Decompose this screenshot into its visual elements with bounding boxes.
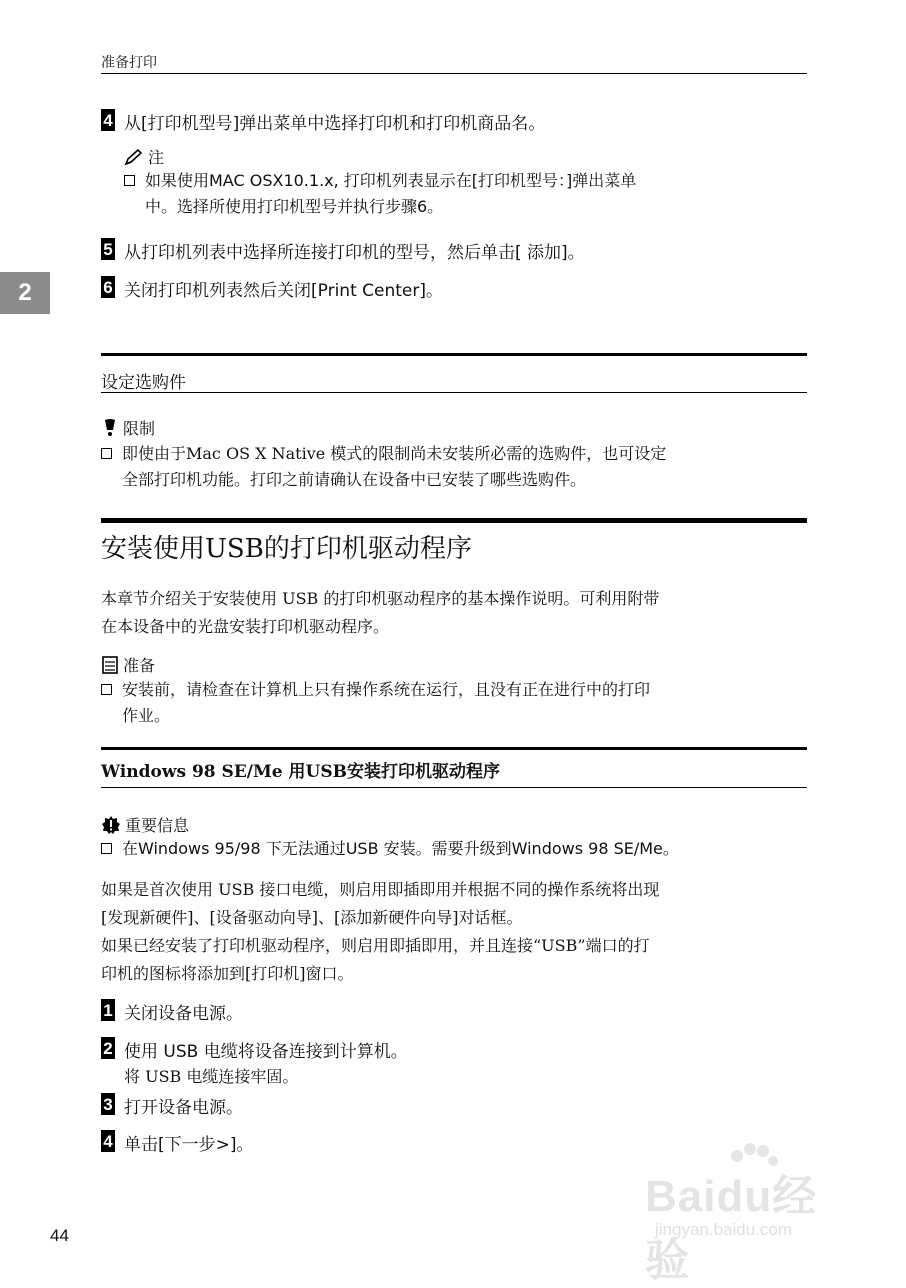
note-item bbox=[124, 168, 636, 220]
chapter-tab: 2 bbox=[0, 272, 50, 314]
prep-label: 准备 bbox=[123, 656, 156, 675]
step-badge: 4 bbox=[101, 109, 115, 131]
step-badge: 5 bbox=[101, 238, 115, 260]
running-header: 准备打印 bbox=[101, 55, 157, 71]
page-title: 安装使用USB的打印机驱动程序 bbox=[101, 534, 472, 564]
step-text: 使用 USB 电缆将设备连接到计算机。 bbox=[124, 1042, 408, 1062]
step-badge: 2 bbox=[101, 1037, 115, 1059]
intro-line: 本章节介绍关于安装使用 USB 的打印机驱动程序的基本操作说明。可利用附带 bbox=[101, 589, 660, 608]
important-text: 在Windows 95/98 下无法通过USB 安装。需要升级到Windows 98 SE/Me。 bbox=[122, 839, 679, 858]
step-badge: 1 bbox=[101, 999, 115, 1021]
important-label: 重要信息 bbox=[125, 816, 190, 835]
watermark-logo: Baidu经验 bbox=[645, 1172, 818, 1285]
section-rule bbox=[101, 747, 807, 750]
section-rule bbox=[101, 787, 807, 788]
step-text: 关闭打印机列表然后关闭[Print Center]。 bbox=[124, 281, 443, 301]
checkbox-bullet-icon bbox=[101, 684, 112, 695]
checkbox-bullet-icon bbox=[124, 175, 135, 186]
watermark bbox=[645, 1142, 860, 1285]
limit-line: 全部打印机功能。打印之前请确认在设备中已安装了哪些选购件。 bbox=[122, 470, 587, 489]
limit-item bbox=[101, 441, 666, 493]
para-line: 如果是首次使用 USB 接口电缆，则启用即插即用并根据不同的操作系统将出现 bbox=[101, 880, 660, 899]
pin-icon bbox=[101, 418, 119, 438]
intro-line: 在本设备中的光盘安装打印机驱动程序。 bbox=[101, 617, 390, 636]
note-label: 注 bbox=[148, 148, 165, 167]
section-title: 设定选购件 bbox=[101, 373, 186, 393]
step-text: 单击[下一步>]。 bbox=[124, 1135, 254, 1155]
step-text: 从打印机列表中选择所连接打印机的型号，然后单击[ 添加]。 bbox=[124, 243, 585, 263]
note-line: 如果使用MAC OSX10.1.x, 打印机列表显示在[打印机型号：]弹出菜单 bbox=[145, 171, 637, 190]
plug-play-paragraph bbox=[101, 876, 811, 988]
chapter-rule bbox=[101, 518, 807, 523]
important-heading bbox=[101, 813, 189, 836]
header-rule bbox=[101, 73, 807, 74]
limit-label: 限制 bbox=[123, 419, 156, 438]
watermark-url: jingyan.baidu.com bbox=[655, 1220, 793, 1239]
para-line: 如果已经安装了打印机驱动程序，则启用即插即用，并且连接“USB”端口的打 bbox=[101, 936, 650, 955]
para-line: [发现新硬件]、[设备驱动向导]、[添加新硬件向导]对话框。 bbox=[101, 908, 523, 927]
section-rule bbox=[101, 353, 807, 356]
important-item bbox=[101, 836, 679, 862]
limit-heading bbox=[101, 416, 155, 439]
intro-paragraph bbox=[101, 585, 811, 641]
notebook-icon bbox=[101, 655, 119, 675]
step-text: 打开设备电源。 bbox=[124, 1098, 243, 1118]
step-text: 从[打印机型号]弹出菜单中选择打印机和打印机商品名。 bbox=[124, 114, 546, 134]
step-badge: 3 bbox=[101, 1093, 115, 1115]
step-badge: 4 bbox=[101, 1130, 115, 1152]
prep-item bbox=[101, 677, 650, 729]
step-text: 关闭设备电源。 bbox=[124, 1004, 243, 1024]
important-icon bbox=[101, 815, 121, 835]
para-line: 印机的图标将添加到[打印机]窗口。 bbox=[101, 964, 354, 983]
note-heading bbox=[124, 145, 164, 168]
prep-heading bbox=[101, 653, 155, 676]
note-line: 中。选择所使用打印机型号并执行步骤6。 bbox=[145, 197, 444, 216]
step-badge: 6 bbox=[101, 276, 115, 298]
checkbox-bullet-icon bbox=[101, 448, 112, 459]
section-rule bbox=[101, 392, 807, 393]
page-number: 44 bbox=[50, 1226, 69, 1245]
limit-line: 即使由于Mac OS X Native 模式的限制尚未安装所必需的选购件，也可设定 bbox=[122, 444, 667, 463]
checkbox-bullet-icon bbox=[101, 843, 112, 854]
prep-line: 作业。 bbox=[122, 706, 171, 725]
section-title: Windows 98 SE/Me 用USB安装打印机驱动程序 bbox=[101, 762, 501, 782]
prep-line: 安装前，请检查在计算机上只有操作系统在运行，且没有正在进行中的打印 bbox=[122, 680, 651, 699]
pencil-icon bbox=[124, 148, 144, 166]
step-subtext: 将 USB 电缆连接牢固。 bbox=[124, 1067, 299, 1086]
